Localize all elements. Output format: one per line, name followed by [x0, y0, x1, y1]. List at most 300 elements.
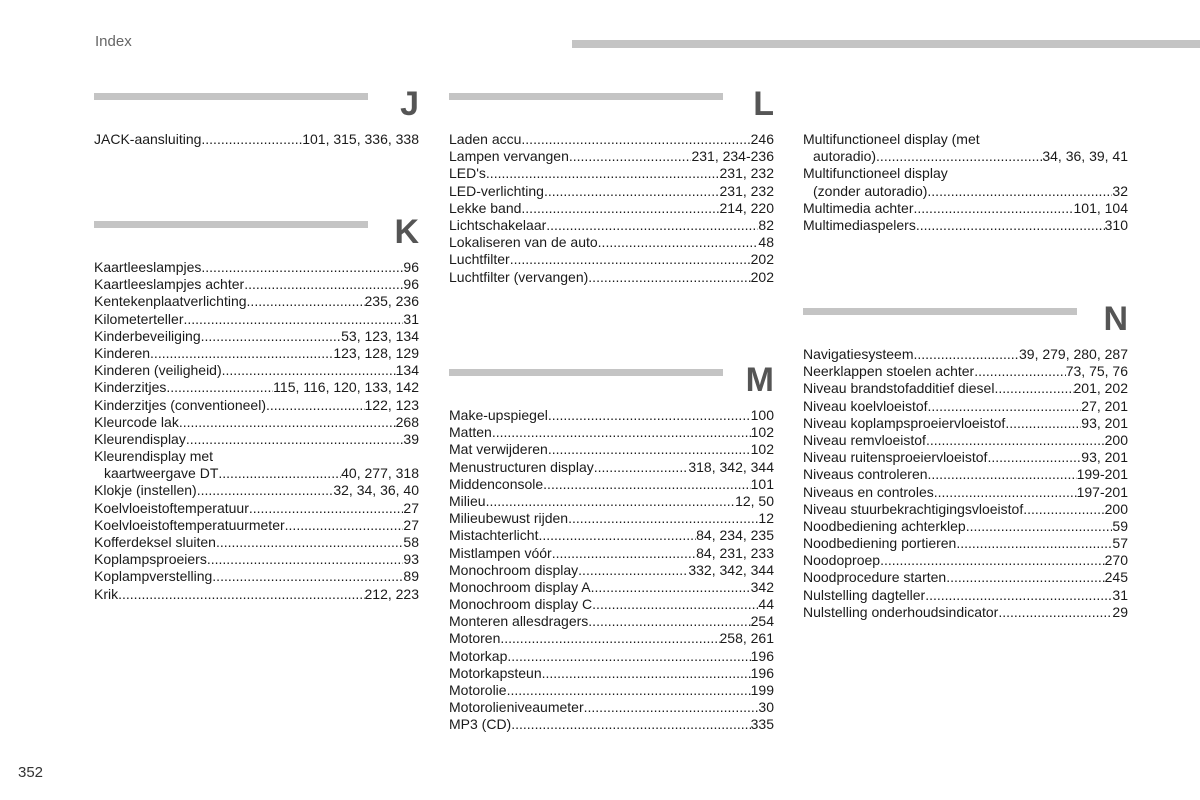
entry-pages: 199-201 [1076, 466, 1128, 483]
index-entry [803, 398, 1128, 415]
entry-term: Niveaus en controles [803, 483, 934, 500]
dot-leader [521, 131, 750, 148]
entry-term: Kaartleeslampjes achter [94, 276, 245, 293]
index-entry [803, 217, 1128, 234]
index-entry [94, 362, 419, 379]
entry-pages: 270 [1104, 552, 1128, 569]
entry-term: Niveau koelvloeistof [803, 397, 928, 414]
entry-pages: 212, 223 [364, 585, 419, 602]
dot-leader [507, 648, 750, 665]
entry-list [803, 346, 1128, 621]
index-entry [803, 604, 1128, 621]
dot-leader [166, 379, 273, 396]
index-entry [449, 131, 774, 148]
index-entry [803, 466, 1128, 483]
entry-pages: 342 [750, 578, 774, 595]
entry-pages: 310 [1104, 216, 1128, 233]
dot-leader [492, 424, 751, 441]
section-header-n [803, 300, 1128, 346]
entry-list [449, 407, 774, 734]
entry-term: Matten [449, 424, 492, 441]
entry-term: Mat verwijderen [449, 441, 548, 458]
page-number: 352 [18, 764, 44, 781]
dot-leader [987, 449, 1081, 466]
entry-term: Koelvloeistoftemperatuur [94, 499, 249, 516]
entry-term: Laden accu [449, 131, 522, 147]
dot-leader [542, 665, 751, 682]
entry-term: Kinderen [94, 344, 151, 361]
entry-pages: 89 [403, 568, 419, 585]
entry-term: autoradio) [813, 148, 877, 165]
entry-pages: 27 [403, 499, 419, 516]
dot-leader [588, 269, 750, 286]
index-entry [94, 328, 419, 345]
dot-leader [197, 482, 334, 499]
entry-term: Monochroom display [449, 561, 579, 578]
entry-term: Make-upspiegel [449, 407, 548, 423]
entry-term: Kinderzitjes [94, 379, 167, 396]
index-entry [94, 551, 419, 568]
entry-pages: 200 [1104, 431, 1128, 448]
entry-term: LED-verlichting [449, 182, 544, 199]
entry-term: Noodoproep [803, 552, 881, 569]
entry-pages: 58 [403, 534, 419, 550]
index-entry [449, 183, 774, 200]
entry-list [803, 131, 1128, 234]
entry-term: Noodbediening portieren [803, 535, 957, 552]
dot-leader [552, 545, 696, 562]
entry-term: Kinderzitjes (conventioneel) [94, 396, 266, 413]
index-entry [449, 459, 774, 476]
index-entry [803, 587, 1128, 604]
dot-leader [500, 630, 719, 647]
entry-pages: 200 [1104, 500, 1128, 517]
index-entry [449, 562, 774, 579]
index-entry [449, 545, 774, 562]
entry-pages: 196 [750, 664, 774, 681]
entry-term: Kleurcode lak [94, 413, 179, 430]
index-entry [449, 217, 774, 234]
dot-leader [925, 587, 1112, 604]
entry-pages: 199 [750, 682, 774, 698]
entry-term: Mistlampen vóór [449, 544, 552, 561]
entry-term: Kinderen (veiligheid) [94, 362, 222, 379]
index-entry [449, 234, 774, 251]
index-entry [449, 648, 774, 665]
dot-leader [247, 293, 365, 310]
entry-term: Neerklappen stoelen achter [803, 363, 975, 380]
entry-pages: 115, 116, 120, 133, 142 [273, 379, 419, 396]
entry-pages: 29 [1112, 603, 1128, 620]
index-entry [803, 380, 1128, 397]
entry-pages: 102 [750, 441, 774, 458]
section-header-m [449, 361, 774, 407]
entry-term: Koplampsproeiers [94, 551, 207, 568]
entry-term: Middenconsole [449, 475, 544, 492]
index-entry [94, 482, 419, 499]
index-entry [803, 415, 1128, 432]
section-k [94, 213, 419, 603]
index-entry [94, 311, 419, 328]
entry-term: Noodbediening achterklep [803, 517, 966, 534]
header-divider [572, 40, 1200, 48]
entry-term: Multimedia achter [803, 199, 914, 216]
entry-pages: 32, 34, 36, 40 [333, 482, 419, 499]
entry-term: Motorkapsteun [449, 664, 542, 681]
dot-leader [546, 217, 758, 234]
entry-pages: 201, 202 [1073, 380, 1128, 397]
dot-leader [928, 398, 1082, 415]
dot-leader [538, 527, 696, 544]
dot-leader [592, 596, 758, 613]
entry-pages: 246 [750, 131, 774, 147]
dot-leader [916, 217, 1105, 234]
entry-pages: 254 [750, 613, 774, 630]
entry-pages: 82 [758, 216, 774, 233]
entry-term: Kleurendisplay [94, 430, 186, 447]
index-entry [803, 501, 1128, 518]
entry-term: Monteren allesdragers [449, 613, 589, 630]
entry-pages: 39, 279, 280, 287 [1019, 346, 1128, 362]
entry-pages: 48 [758, 234, 774, 251]
entry-term: Klokje (instellen) [94, 482, 197, 499]
dot-leader [201, 328, 342, 345]
entry-pages: 40, 277, 318 [341, 465, 419, 482]
entry-pages: 84, 231, 233 [696, 544, 774, 561]
entry-term: Motoren [449, 630, 501, 647]
dot-leader [150, 345, 333, 362]
index-entry [803, 200, 1128, 217]
dot-leader [179, 414, 396, 431]
index-entry [94, 534, 419, 551]
dot-leader [1005, 415, 1081, 432]
entry-pages: 30 [758, 699, 774, 716]
section-header-k [94, 213, 419, 259]
dot-leader [249, 500, 404, 517]
entry-term: Lekke band [449, 199, 522, 216]
dot-leader [548, 441, 751, 458]
entry-pages: 101 [750, 475, 774, 492]
index-entry [94, 414, 419, 431]
entry-pages: 231, 234-236 [691, 148, 774, 165]
dot-leader [511, 716, 750, 733]
index-entry [94, 448, 419, 465]
entry-term: Motorolie [449, 682, 507, 698]
section-divider [803, 308, 1077, 315]
index-entry [94, 465, 419, 482]
entry-term: Milieu [449, 492, 486, 509]
entry-term: Lampen vervangen [449, 148, 569, 165]
entry-term: Kaartleeslampjes [94, 259, 202, 275]
entry-term: JACK-aansluiting [94, 131, 202, 147]
entry-pages: 31 [403, 310, 419, 327]
entry-term: Motorkap [449, 647, 508, 664]
entry-pages: 12 [758, 510, 774, 527]
entry-pages: 231, 232 [719, 165, 774, 182]
dot-leader [994, 380, 1073, 397]
dot-leader [876, 148, 1042, 165]
entry-pages: 93, 201 [1081, 449, 1128, 466]
section-header-j [94, 85, 419, 131]
entry-pages: 44 [758, 596, 774, 613]
dot-leader [578, 562, 688, 579]
index-entry [449, 476, 774, 493]
section-m [449, 361, 774, 734]
index-entry [94, 276, 419, 293]
entry-pages: 196 [750, 647, 774, 664]
index-entry [94, 431, 419, 448]
dot-leader [569, 148, 692, 165]
dot-leader [218, 465, 341, 482]
dot-leader [216, 534, 403, 551]
section-divider [94, 221, 368, 228]
entry-term: Niveau brandstofadditief diesel [803, 380, 995, 397]
entry-pages: 96 [403, 276, 419, 293]
entry-term: Kentekenplaatverlichting [94, 293, 247, 310]
index-entry [449, 251, 774, 268]
entry-pages: 57 [1112, 535, 1128, 552]
entry-term: Niveau stuurbekrachtigingsvloeistof [803, 500, 1024, 517]
dot-leader [510, 251, 751, 268]
index-entry [94, 131, 419, 148]
entry-term: Mistachterlicht [449, 527, 539, 544]
entry-pages: 34, 36, 39, 41 [1042, 148, 1128, 165]
entry-term: Niveau koplampsproeiervloeistof [803, 414, 1006, 431]
entry-pages: 268 [395, 413, 419, 430]
dot-leader [244, 276, 403, 293]
dot-leader [543, 476, 750, 493]
index-entry [94, 293, 419, 310]
entry-pages: 101, 104 [1073, 199, 1128, 216]
entry-pages: 202 [750, 268, 774, 285]
index-entry [803, 552, 1128, 569]
section-letter: J [400, 85, 419, 123]
entry-list [94, 131, 419, 148]
index-entry [94, 259, 419, 276]
index-entry [449, 630, 774, 647]
index-entry [803, 432, 1128, 449]
dot-leader [118, 586, 364, 603]
section-letter: N [1103, 300, 1128, 338]
entry-pages: 332, 342, 344 [688, 561, 774, 578]
entry-pages: 100 [750, 407, 774, 423]
index-entry [94, 568, 419, 585]
index-entry [449, 165, 774, 182]
index-entry [449, 527, 774, 544]
dot-leader [201, 259, 403, 276]
entry-pages: 93, 201 [1081, 414, 1128, 431]
entry-term: Luchtfilter (vervangen) [449, 268, 589, 285]
section-n [803, 300, 1128, 621]
dot-leader [584, 699, 759, 716]
index-entry [449, 596, 774, 613]
header-title: Index [95, 33, 132, 50]
entry-term: Monochroom display A [449, 578, 591, 595]
section-divider [449, 93, 723, 100]
section-letter: M [745, 361, 774, 399]
index-entry [449, 716, 774, 733]
index-entry [449, 148, 774, 165]
entry-pages: 39 [403, 430, 419, 447]
index-entry [803, 569, 1128, 586]
entry-pages: 102 [750, 424, 774, 441]
entry-pages: 231, 232 [719, 182, 774, 199]
dot-leader [880, 552, 1105, 569]
dot-leader [998, 604, 1112, 621]
dot-leader [266, 397, 365, 414]
entry-pages: 134 [395, 362, 419, 379]
entry-pages: 96 [403, 259, 419, 275]
index-entry [803, 165, 1128, 182]
entry-term: Nulstelling dagteller [803, 586, 926, 603]
index-entry [803, 449, 1128, 466]
entry-pages: 245 [1104, 569, 1128, 586]
entry-pages: 123, 128, 129 [333, 344, 419, 361]
entry-pages: 197-201 [1076, 483, 1128, 500]
index-entry [449, 424, 774, 441]
entry-pages: 53, 123, 134 [341, 327, 419, 344]
index-entry [449, 441, 774, 458]
dot-leader [521, 200, 719, 217]
index-entry [803, 363, 1128, 380]
entry-pages: 258, 261 [719, 630, 774, 647]
entry-pages: 27, 201 [1081, 397, 1128, 414]
section-divider [449, 369, 723, 376]
index-entry [449, 682, 774, 699]
index-entry [94, 500, 419, 517]
entry-pages: 84, 234, 235 [696, 527, 774, 544]
entry-term: Kilometerteller [94, 310, 184, 327]
dot-leader [914, 200, 1074, 217]
section-header-l [449, 85, 774, 131]
dot-leader [486, 165, 720, 182]
index-entry [803, 535, 1128, 552]
entry-pages: 59 [1112, 517, 1128, 534]
entry-pages: 235, 236 [364, 293, 419, 310]
index-entry [94, 517, 419, 534]
entry-term: Motorolieniveaumeter [449, 699, 584, 716]
index-entry [449, 269, 774, 286]
index-entry [449, 200, 774, 217]
dot-leader [1023, 501, 1104, 518]
index-entry [94, 379, 419, 396]
entry-pages: 318, 342, 344 [688, 458, 774, 475]
dot-leader [201, 131, 302, 148]
dot-leader [183, 311, 403, 328]
entry-term: Navigatiesysteem [803, 346, 914, 362]
dot-leader [285, 517, 404, 534]
entry-term: (zonder autoradio) [813, 182, 928, 199]
entry-term: Kofferdeksel sluiten [94, 534, 216, 550]
index-entry [449, 407, 774, 424]
dot-leader [486, 493, 735, 510]
entry-pages: 101, 315, 336, 338 [302, 131, 419, 147]
index-entry [803, 183, 1128, 200]
dot-leader [588, 613, 750, 630]
entry-term: Luchtfilter [449, 251, 510, 268]
section-letter: K [394, 213, 419, 251]
dot-leader [591, 579, 751, 596]
entry-pages: 12, 50 [735, 492, 774, 509]
index-entry [803, 148, 1128, 165]
dot-leader [934, 484, 1077, 501]
entry-term: Milieubewust rijden [449, 510, 569, 527]
section-letter: L [753, 85, 774, 123]
dot-leader [507, 682, 751, 699]
entry-term: Koplampverstelling [94, 568, 213, 585]
entry-list [449, 131, 774, 286]
entry-pages: 202 [750, 251, 774, 268]
dot-leader [946, 569, 1104, 586]
dot-leader [928, 466, 1077, 483]
entry-term: LED's [449, 165, 486, 182]
entry-pages: 27 [403, 516, 419, 533]
index-entry [449, 699, 774, 716]
dot-leader [914, 346, 1020, 363]
dot-leader [974, 363, 1065, 380]
index-entry [449, 510, 774, 527]
dot-leader [568, 510, 758, 527]
entry-term: Niveau remvloeistof [803, 431, 926, 448]
entry-term: Multimediaspelers [803, 216, 916, 233]
dot-leader [186, 431, 404, 448]
entry-term: Lokaliseren van de auto [449, 234, 598, 251]
entry-list [94, 259, 419, 603]
entry-term: Noodprocedure starten [803, 569, 947, 586]
index-entry [803, 484, 1128, 501]
entry-term: Kinderbeveiliging [94, 327, 201, 344]
entry-term: Multifunctioneel display (met [803, 131, 980, 147]
entry-term: Krik [94, 585, 119, 602]
dot-leader [207, 551, 404, 568]
dot-leader [594, 459, 689, 476]
entry-term: Niveaus controleren [803, 466, 928, 483]
entry-term: Monochroom display C [449, 596, 593, 613]
index-entry [803, 131, 1128, 148]
entry-term: Lichtschakelaar [449, 216, 547, 233]
entry-pages: 122, 123 [364, 396, 419, 413]
dot-leader [544, 183, 720, 200]
entry-pages: 335 [750, 716, 774, 733]
entry-term: Kleurendisplay met [94, 448, 214, 465]
dot-leader [598, 234, 759, 251]
entry-term: Niveau ruitensproeiervloeistof [803, 449, 988, 466]
entry-term: Menustructuren display [449, 458, 594, 475]
dot-leader [548, 407, 751, 424]
entry-term: Nulstelling onderhoudsindicator [803, 603, 999, 620]
entry-pages: 73, 75, 76 [1065, 363, 1128, 380]
index-entry [94, 345, 419, 362]
index-entry [803, 518, 1128, 535]
dot-leader [212, 568, 403, 585]
index-entry [94, 397, 419, 414]
dot-leader [926, 432, 1105, 449]
entry-term: kaartweergave DT [104, 465, 219, 482]
entry-term: Koelvloeistoftemperatuurmeter [94, 516, 285, 533]
section-m-continued [803, 131, 1128, 234]
dot-leader [927, 183, 1112, 200]
index-entry [803, 346, 1128, 363]
index-entry [449, 613, 774, 630]
entry-pages: 93 [403, 551, 419, 568]
dot-leader [956, 535, 1112, 552]
section-divider [94, 93, 368, 100]
section-j [94, 85, 419, 148]
index-entry [449, 665, 774, 682]
section-l [449, 85, 774, 286]
index-entry [94, 586, 419, 603]
entry-pages: 214, 220 [719, 199, 774, 216]
